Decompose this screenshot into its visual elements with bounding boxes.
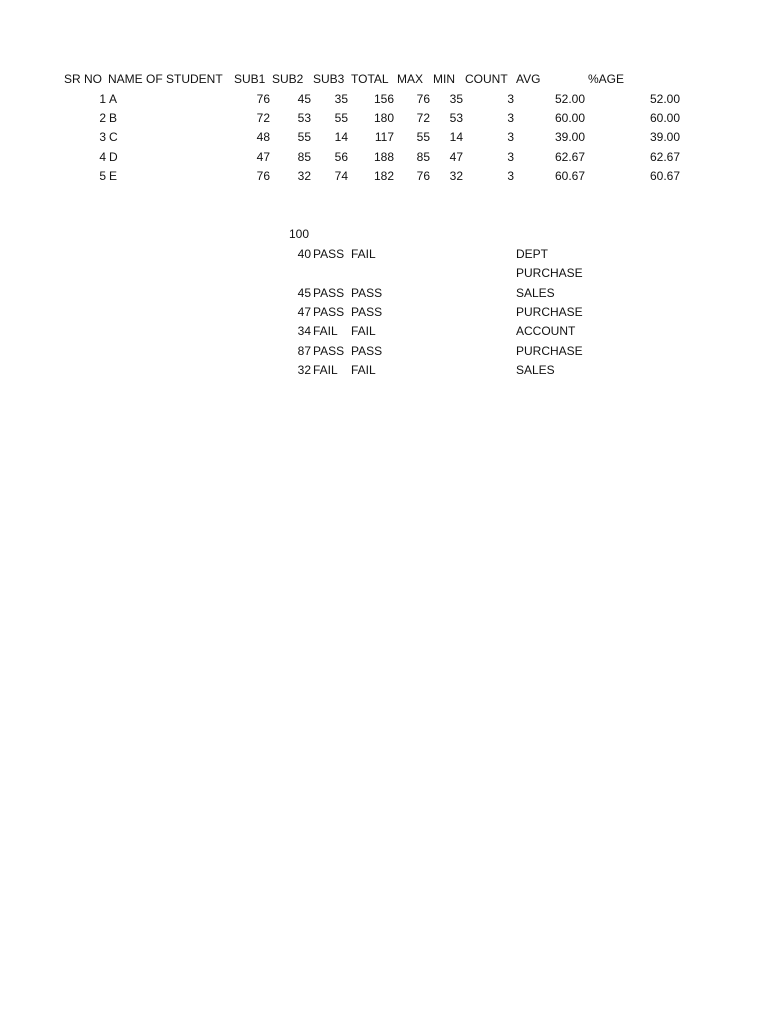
name-cell: E xyxy=(109,169,118,183)
min-cell: 35 xyxy=(449,92,463,106)
sr-no-cell: 1 xyxy=(99,92,106,106)
min-cell: 53 xyxy=(449,111,463,125)
sr-no-cell: 3 xyxy=(99,130,106,144)
sr-no-cell: 5 xyxy=(99,169,106,183)
mark-value-cell: 34 xyxy=(297,324,311,338)
sr-no-cell: 4 xyxy=(99,150,106,164)
total-cell: 188 xyxy=(373,150,394,164)
total-cell: 117 xyxy=(374,130,394,144)
sub2-cell: 32 xyxy=(297,169,311,183)
result1-cell: PASS xyxy=(313,344,345,358)
min-cell: 32 xyxy=(449,169,463,183)
result2-cell: FAIL xyxy=(351,324,376,338)
dept-cell: SALES xyxy=(516,363,555,377)
header-total: TOTAL xyxy=(351,72,389,86)
header-min: MIN xyxy=(433,72,455,86)
header-sub1: SUB1 xyxy=(234,72,266,86)
count-cell: 3 xyxy=(507,150,514,164)
count-cell: 3 xyxy=(507,169,514,183)
result2-cell: PASS xyxy=(351,286,383,300)
pct-cell: 60.67 xyxy=(649,169,680,183)
dept-cell: PURCHASE xyxy=(516,344,583,358)
min-cell: 14 xyxy=(449,130,463,144)
result2-cell: FAIL xyxy=(351,247,376,261)
avg-cell: 60.67 xyxy=(554,169,585,183)
name-cell: B xyxy=(109,111,118,125)
mark-value-cell: 87 xyxy=(297,344,311,358)
sub2-cell: 85 xyxy=(297,150,311,164)
avg-cell: 52.00 xyxy=(554,92,585,106)
max-cell: 76 xyxy=(416,169,430,183)
max-cell: 85 xyxy=(416,150,430,164)
sub3-cell: 56 xyxy=(334,150,348,164)
header-count: COUNT xyxy=(465,72,508,86)
max-cell: 76 xyxy=(416,92,430,106)
dept-cell: PURCHASE xyxy=(516,305,583,319)
avg-cell: 62.67 xyxy=(554,150,585,164)
sub2-cell: 45 xyxy=(297,92,311,106)
pct-cell: 39.00 xyxy=(649,130,680,144)
dept-header: DEPT xyxy=(516,247,549,261)
sub1-cell: 76 xyxy=(256,169,270,183)
dept-cell: ACCOUNT xyxy=(516,324,576,338)
result2-cell: PASS xyxy=(351,305,383,319)
result1-cell: FAIL xyxy=(313,363,338,377)
avg-cell: 60.00 xyxy=(554,111,585,125)
result2-cell: FAIL xyxy=(351,363,376,377)
sub3-cell: 35 xyxy=(334,92,348,106)
avg-cell: 39.00 xyxy=(554,130,585,144)
result1-cell: PASS xyxy=(313,286,345,300)
max-cell: 72 xyxy=(416,111,430,125)
name-cell: C xyxy=(109,130,118,144)
sub2-cell: 55 xyxy=(297,130,311,144)
sub1-cell: 72 xyxy=(256,111,270,125)
result1-cell: PASS xyxy=(313,247,345,261)
mark-value-cell: 45 xyxy=(297,286,311,300)
pct-cell: 62.67 xyxy=(649,150,680,164)
min-cell: 47 xyxy=(449,150,463,164)
sub2-cell: 53 xyxy=(297,111,311,125)
sub1-cell: 48 xyxy=(256,130,270,144)
total-cell: 180 xyxy=(373,111,394,125)
pct-cell: 52.00 xyxy=(649,92,680,106)
result2-cell: PASS xyxy=(351,344,383,358)
total-cell: 182 xyxy=(373,169,394,183)
dept-cell: PURCHASE xyxy=(516,266,583,280)
dept-cell: SALES xyxy=(516,286,555,300)
mark-value-cell: 32 xyxy=(297,363,311,377)
count-cell: 3 xyxy=(507,111,514,125)
result1-cell: FAIL xyxy=(313,324,338,338)
header-pct: %AGE xyxy=(588,72,625,86)
pct-cell: 60.00 xyxy=(649,111,680,125)
sub3-cell: 55 xyxy=(334,111,348,125)
result1-cell: PASS xyxy=(313,305,345,319)
mark-value-cell: 47 xyxy=(297,305,311,319)
mark-value-cell: 40 xyxy=(297,247,311,261)
sub3-cell: 14 xyxy=(334,130,348,144)
header-avg: AVG xyxy=(516,72,541,86)
sub1-cell: 47 xyxy=(256,150,270,164)
header-max: MAX xyxy=(397,72,424,86)
count-cell: 3 xyxy=(507,92,514,106)
header-sub3: SUB3 xyxy=(313,72,345,86)
header-name: NAME OF STUDENT xyxy=(108,72,223,86)
max-cell: 55 xyxy=(416,130,430,144)
name-cell: D xyxy=(109,150,118,164)
sub3-cell: 74 xyxy=(334,169,348,183)
name-cell: A xyxy=(109,92,118,106)
count-cell: 3 xyxy=(507,130,514,144)
header-sr-no: SR NO xyxy=(64,72,103,86)
header-sub2: SUB2 xyxy=(272,72,304,86)
sr-no-cell: 2 xyxy=(99,111,106,125)
sub1-cell: 76 xyxy=(256,92,270,106)
total-cell: 156 xyxy=(373,92,394,106)
top-value-cell: 100 xyxy=(289,227,310,241)
